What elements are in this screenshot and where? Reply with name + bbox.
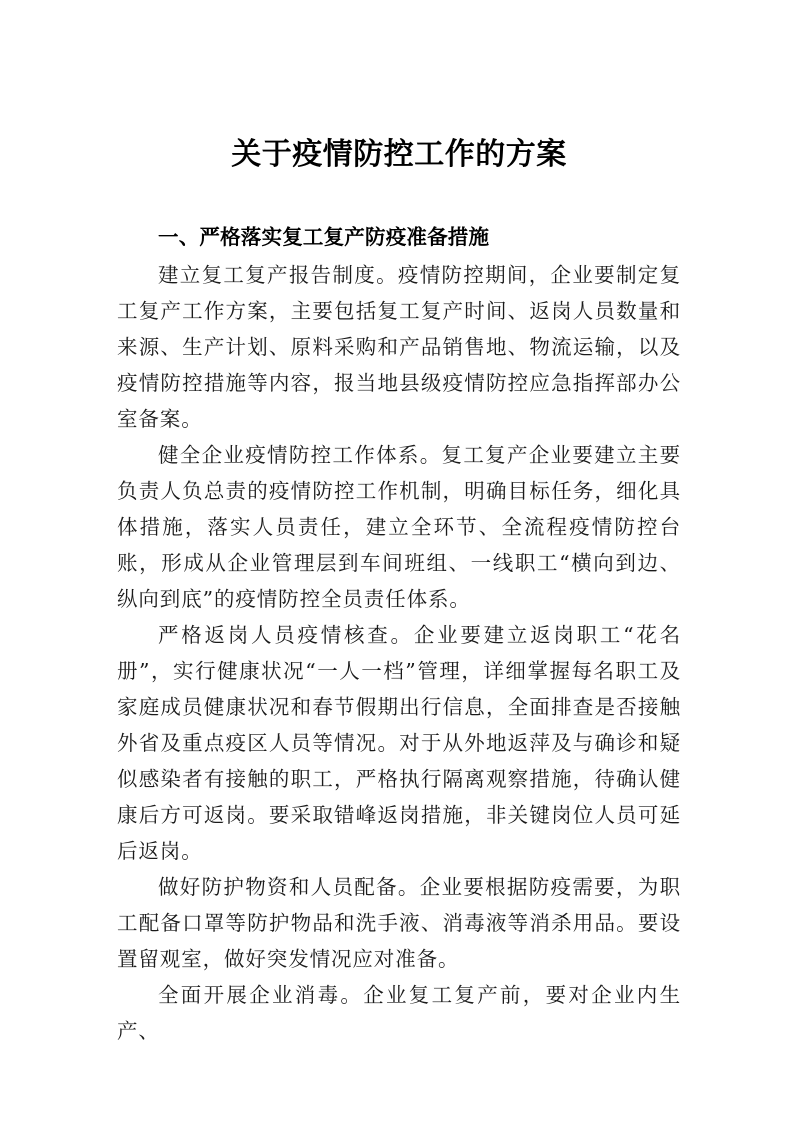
paragraph-2	[117, 437, 681, 617]
paragraph-3-lead-in: 严格返岗人员疫情核查。	[158, 623, 414, 647]
section-heading-1: 一、严格落实复工复产防疫准备措施	[158, 225, 490, 249]
paragraph-4-lead-in: 做好防护物资和人员配备。	[158, 875, 420, 899]
paragraph-4-text: 企业要根据防疫需要，为职工配备口罩等防护物品和洗手液、消毒液等消杀用品。要设置留观室，做好突发情况应对准备。	[117, 875, 681, 971]
paragraph-3-text: 企业要建立返岗职工“花名册”，实行健康状况“一人一档”管理，详细掌握每名职工及家庭成员健康状况和春节假期出行信息，全面排查是否接触外省及重点疫区人员等情况。对于从外地返萍及与确诊和疑似感染者有接触的职工，严格执行隔离观察措施，待确认健康后方可返岗。要采取错峰返岗措施，非关键岗位人员可延后返岗。	[117, 623, 681, 863]
paragraph-1	[117, 255, 681, 437]
paragraph-5-lead-in: 全面开展企业消毒。	[158, 983, 364, 1007]
paragraph-1-lead-in: 建立复工复产报告制度。	[158, 263, 398, 287]
paragraph-2-text: 复工复产企业要建立主要负责人负总责的疫情防控工作机制，明确目标任务，细化具体措施，落实人员责任，建立全环节、全流程疫情防控台账，形成从企业管理层到车间班组、一线职工“横向到边、纵向到底”的疫情防控全员责任体系。	[117, 443, 681, 611]
page-title: 关于疫情防控工作的方案	[231, 137, 567, 172]
paragraph-5	[117, 977, 681, 1049]
paragraph-5-text: 企业复工复产前，要对企业内生产、	[117, 983, 681, 1043]
paragraph-2-lead-in: 健全企业疫情防控工作体系。	[158, 443, 442, 467]
paragraph-3	[117, 617, 681, 869]
paragraph-4	[117, 869, 681, 977]
paragraph-1-text: 疫情防控期间，企业要制定复工复产工作方案，主要包括复工复产时间、返岗人员数量和来源、生产计划、原料采购和产品销售地、物流运输，以及疫情防控措施等内容，报当地县级疫情防控应急指挥部办公室备案。	[117, 263, 681, 431]
document-content	[117, 0, 681, 1049]
